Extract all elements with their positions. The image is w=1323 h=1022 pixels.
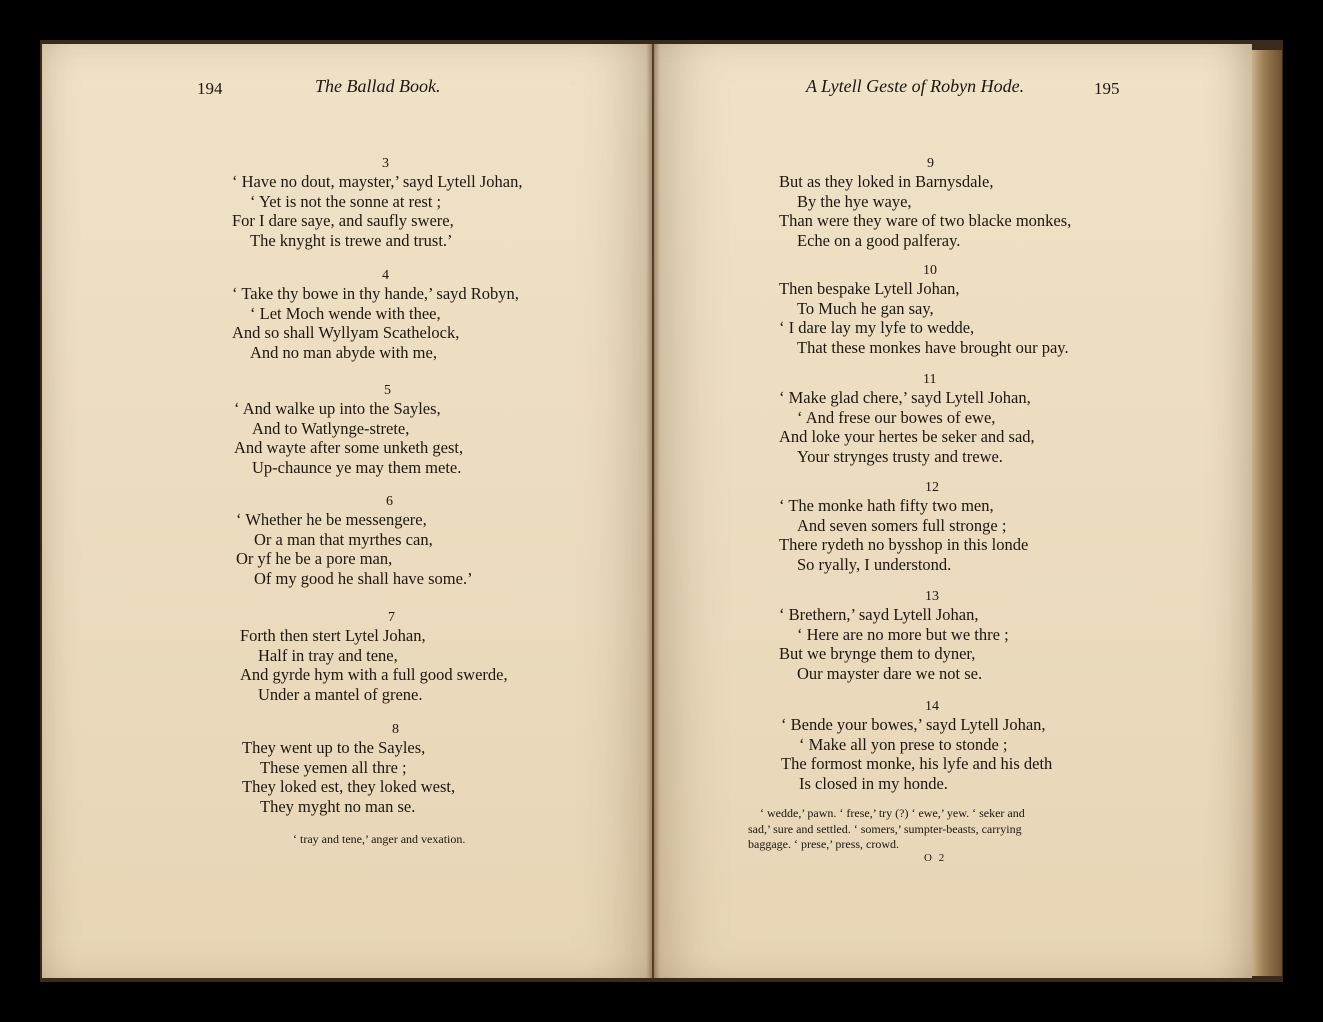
footnote-line: baggage. ‘ prese,’ press, crowd. [748,837,900,851]
stanza [234,384,463,477]
verse-line: ‘ Brethern,’ sayd Lytell Johan, [779,605,979,624]
verse-line: ‘ And frese our bowes of ewe, [797,407,996,427]
verse-line: Up-chaunce ye may them mete. [252,457,462,477]
left-running-title: The Ballad Book. [315,76,441,96]
stanza [779,373,1035,466]
book-gutter [646,44,660,978]
verse-line: Or yf he be a pore man, [236,549,393,569]
verse-line: And so shall Wyllyam Scathelock, [232,323,460,343]
verse-line: They loked est, they loked west, [242,777,456,797]
stanza [781,700,1052,793]
stanza [240,611,508,704]
verse-line: And to Watlynge-strete, [252,418,410,438]
verse-line: ‘ I dare lay my lyfe to wedde, [779,318,975,338]
verse-line: And gyrde hym with a full good swerde, [240,665,508,685]
verse-line: Of my good he shall have some.’ [254,568,473,588]
verse-line: ‘ Whether he be messengere, [236,510,427,529]
stanza-number: 3 [382,156,389,171]
verse-line: Half in tray and tene, [258,645,398,665]
verse-line: They myght no man se. [260,796,416,816]
verse-line: ‘ Bende your bowes,’ sayd Lytell Johan, [781,715,1046,734]
right-running-title: A Lytell Geste of Robyn Hode. [806,76,1025,96]
stanza [779,264,1069,357]
verse-line: These yemen all thre ; [260,757,407,777]
verse-line: ‘ And walke up into the Sayles, [234,399,441,418]
verse-line: Eche on a good palferay. [797,230,961,250]
verse-line: For I dare saye, and saufly swere, [232,211,454,231]
left-footnote: ‘ tray and tene,’ anger and vexation. [293,832,466,846]
right-footnote [748,806,1025,853]
stanza-number: 5 [384,383,391,398]
verse-line: Forth then stert Lytel Johan, [240,626,426,645]
stanza-number: 7 [388,610,395,625]
stanza [236,495,473,588]
verse-line: But we brynge them to dyner, [779,644,976,664]
verse-line: That these monkes have brought our pay. [797,337,1069,357]
verse-line: ‘ Make all yon prese to stonde ; [799,734,1008,754]
verse-line: Your strynges trusty and trewe. [797,446,1003,466]
verse-line: And seven somers full stronge ; [797,515,1007,535]
verse-line: The formost monke, his lyfe and his deth [781,754,1053,774]
stanza [779,481,1028,574]
stanza-number: 13 [925,589,939,604]
verse-line: ‘ Yet is not the sonne at rest ; [250,191,442,211]
verse-line: So ryally, I understond. [797,554,952,574]
stanza-number: 9 [927,156,934,171]
verse-line: And no man abyde with me, [250,342,437,362]
verse-line: Our mayster dare we not se. [797,663,983,683]
verse-line: And wayte after some unketh gest, [234,438,464,458]
verse-line: But as they loked in Barnysdale, [779,172,994,191]
stanza-number: 4 [382,268,389,283]
stanza-number: 11 [923,372,937,387]
stanza-number: 6 [386,494,393,509]
verse-line: To Much he gan say, [797,298,934,318]
footnote-line: sad,’ sure and settled. ‘ somers,’ sumpter-beasts, carrying [748,821,1022,836]
stanza-number: 14 [925,699,939,714]
stanza [779,157,1071,250]
verse-line: ‘ Take thy bowe in thy hande,’ sayd Robyn, [232,284,519,303]
verse-line: Is closed in my honde. [799,773,948,793]
stanza [232,269,519,362]
verse-line: Or a man that myrthes can, [254,529,433,549]
verse-line: ‘ Here are no more but we thre ; [797,624,1009,644]
verse-line: Than were they ware of two blacke monkes, [779,211,1072,231]
verse-line: By the hye waye, [797,191,912,211]
stanza-number: 8 [392,722,399,737]
open-book [40,40,1283,982]
stanza-number: 10 [923,263,937,278]
stanza-number: 12 [925,480,939,495]
verse-line: ‘ Make glad chere,’ sayd Lytell Johan, [779,388,1031,407]
stanza [779,590,1009,683]
right-page-number: 195 [1094,79,1120,98]
verse-line: Under a mantel of grene. [258,684,423,704]
stanza [242,723,455,816]
verse-line: They went up to the Sayles, [242,738,426,757]
verse-line: There rydeth no bysshop in this londe [779,535,1029,555]
verse-line: ‘ Let Moch wende with thee, [250,303,441,323]
printer-signature: O 2 [924,852,947,864]
stanza [232,157,522,250]
left-page-number: 194 [197,79,223,98]
page-edges [1252,50,1282,976]
verse-line: ‘ Have no dout, mayster,’ sayd Lytell Johan, [232,172,523,191]
verse-line: And loke your hertes be seker and sad, [779,427,1035,447]
verse-line: Then bespake Lytell Johan, [779,279,960,298]
verse-line: The knyght is trewe and trust.’ [250,230,453,250]
footnote-line: ‘ wedde,’ pawn. ‘ frese,’ try (?) ‘ ewe,’ yew. ‘ seker and [760,806,1025,820]
verse-line: ‘ The monke hath fifty two men, [779,496,994,515]
